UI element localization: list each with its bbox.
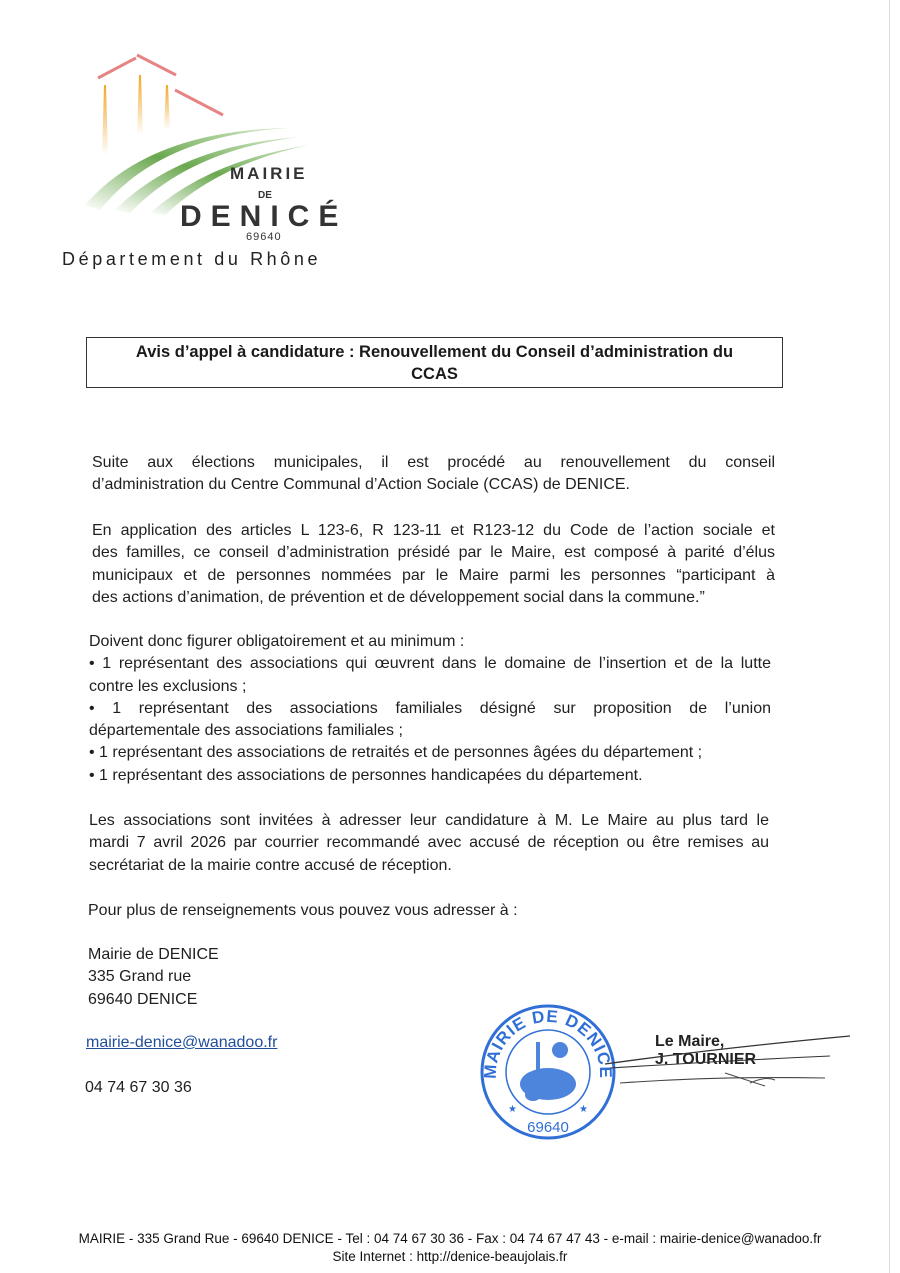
paragraph-intro [92, 452, 775, 497]
text-line: municipaux et de personnes nommées par le Maire parmi les personnes “participant à [92, 566, 775, 584]
page-edge [889, 0, 890, 1273]
footer-website-line: Site Internet : http://denice-beaujolais.fr [332, 1249, 568, 1264]
text-line: Doivent donc figurer obligatoirement et au minimum : [89, 633, 465, 650]
stamp-text: MAIRIE DE DENICE [480, 1006, 616, 1080]
text-line: mardi 7 avril 2026 par courrier recommandé avec accusé de réception ou être remises au [89, 834, 769, 852]
logo-mairie: MAIRIE [230, 164, 308, 183]
notice-title [86, 337, 783, 388]
mairie-logo-graphic [60, 45, 320, 225]
text-line: des actions d’animation, de prévention et de développement social dans la commune.” [92, 588, 705, 606]
title-line-1: Avis d’appel à candidature : Renouvellement du Conseil d’administration du [135, 343, 734, 361]
address-line: Mairie de DENICE [88, 946, 219, 963]
paragraph-legal-basis [92, 520, 775, 609]
contact-address [88, 944, 219, 1011]
text-line: départementale des associations familiales ; [89, 722, 403, 740]
text-line: Les associations sont invitées à adresser leur candidature à M. Le Maire au plus tard le [89, 812, 769, 829]
paragraph-contact-intro: Pour plus de renseignements vous pouvez vous adresser à : [88, 902, 518, 919]
list-item: • 1 représentant des associations qui œuvrent dans le domaine de l’insertion et de la lutte [89, 655, 771, 673]
svg-text:★: ★ [508, 1104, 517, 1115]
stamp-postal-code: 69640 [527, 1119, 569, 1136]
handwritten-signature [600, 1028, 860, 1098]
list-item: • 1 représentant des associations de personnes handicapées du département. [89, 766, 643, 784]
address-line: 335 Grand rue [88, 968, 192, 986]
official-stamp [478, 1002, 618, 1142]
logo-postal-code: 69640 [246, 231, 282, 243]
title-line-2: CCAS [411, 365, 458, 383]
page-footer [0, 1230, 900, 1266]
logo-denice: DENICÉ [180, 200, 348, 233]
address-line: 69640 DENICE [88, 990, 198, 1008]
list-item: • 1 représentant des associations de retraités et de personnes âgées du département ; [89, 744, 703, 762]
text-line: contre les exclusions ; [89, 677, 247, 695]
contact-email-link[interactable]: mairie-denice@wanadoo.fr [86, 1034, 278, 1051]
svg-text:★: ★ [579, 1104, 588, 1115]
text-line: d’administration du Centre Communal d’Action Sociale (CCAS) de DENICE. [92, 476, 630, 494]
logo-department: Département du Rhône [62, 249, 322, 269]
text-line: Suite aux élections municipales, il est procédé au renouvellement du conseil [92, 454, 775, 471]
contact-phone: 04 74 67 30 36 [85, 1079, 192, 1096]
text-line: des familles, ce conseil d’administration présidé par le Maire, est composé à parité d’élus [92, 544, 775, 562]
logo-de: DE [258, 190, 272, 201]
footer-contact-line: MAIRIE - 335 Grand Rue - 69640 DENICE - Tel : 04 74 67 30 36 - Fax : 04 74 67 47 43 - e-mail : mairie-denice@wanadoo.fr [78, 1231, 822, 1246]
paragraph-deadline [89, 810, 769, 877]
text-line: secrétariat de la mairie contre accusé de réception. [89, 856, 452, 874]
text-line: En application des articles L 123-6, R 123-11 et R123-12 du Code de l’action sociale et [92, 522, 775, 539]
signatory-name: J. TOURNIER [655, 1051, 757, 1068]
signatory-role: Le Maire, [655, 1033, 725, 1050]
list-item: • 1 représentant des associations familiales désigné sur proposition de l’union [89, 699, 771, 717]
paragraph-requirements [89, 631, 771, 787]
